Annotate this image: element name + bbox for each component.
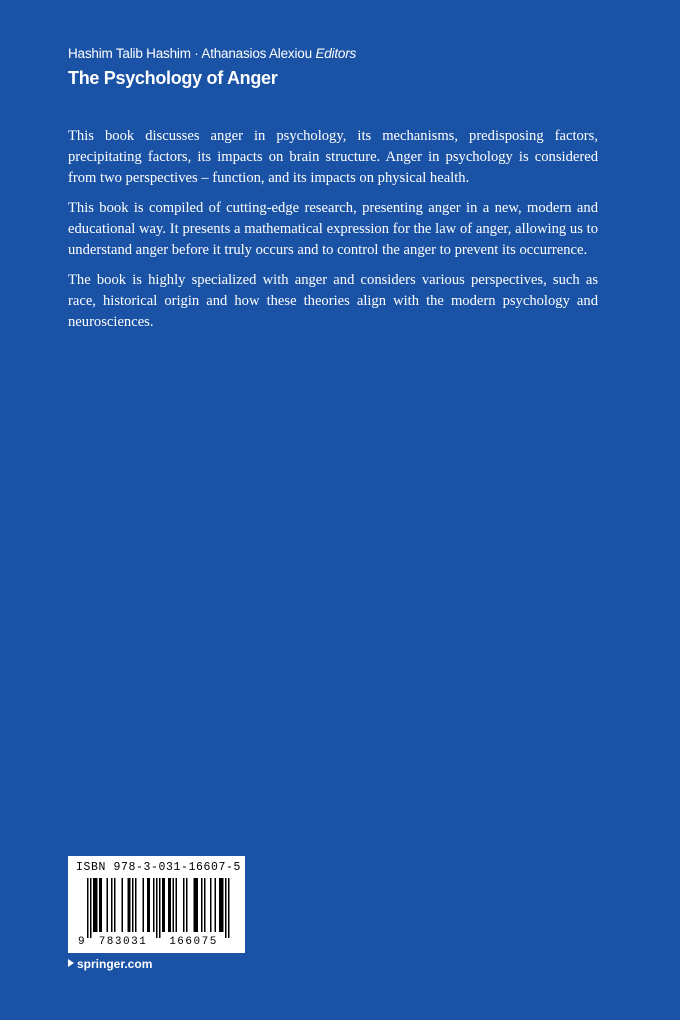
barcode-bar xyxy=(176,878,178,932)
barcode-bar xyxy=(132,878,134,932)
barcode-bar xyxy=(111,878,113,932)
book-description xyxy=(68,126,598,342)
barcode-bar xyxy=(101,878,103,932)
barcode-digits-right: 166075 xyxy=(169,936,218,946)
barcode-bar xyxy=(114,878,116,932)
barcode-bar xyxy=(219,878,221,932)
triangle-right-icon xyxy=(68,959,74,967)
barcode-bar xyxy=(164,878,166,932)
barcode-bar xyxy=(225,878,227,938)
barcode-bar xyxy=(186,878,188,932)
editors-line xyxy=(68,46,356,61)
barcode-bar xyxy=(194,878,196,932)
barcode-bar xyxy=(156,878,158,938)
barcode-bar xyxy=(135,878,137,932)
barcode-bar xyxy=(90,878,92,938)
barcode-bar xyxy=(173,878,175,932)
barcode-bar xyxy=(204,878,206,932)
barcode-bar xyxy=(210,878,212,932)
barcode-bar xyxy=(215,878,217,932)
barcode-bar xyxy=(162,878,164,932)
barcode-bar xyxy=(96,878,98,932)
barcode-bar xyxy=(147,878,149,932)
barcode-digit-first: 9 xyxy=(78,936,87,946)
barcode-bar xyxy=(183,878,185,932)
book-title: The Psychology of Anger xyxy=(68,68,278,88)
barcode-digits-left: 783031 xyxy=(98,936,148,946)
barcode-bar xyxy=(195,878,197,932)
barcode-bar xyxy=(153,878,155,932)
barcode-bar xyxy=(99,878,101,932)
description-paragraph: The book is highly specialized with anger and considers various perspectives, such as race, historical origin and how these theories align with the modern psychology and neurosciences. xyxy=(68,272,598,330)
barcode-bar xyxy=(129,878,131,932)
barcode-bar xyxy=(143,878,145,932)
isbn-label: ISBN 978-3-031-16607-5 xyxy=(76,861,242,874)
barcode-bar xyxy=(170,878,172,932)
barcode-bar xyxy=(128,878,130,932)
barcode-bar xyxy=(107,878,109,932)
barcode-bar xyxy=(168,878,170,932)
description-paragraph: This book discusses anger in psychology, its mechanisms, predisposing factors, precipitating factors, its impacts on brain structure. Anger in psychology is considered from two perspectives – function, and its impacts on physical health. xyxy=(68,128,598,186)
editors-role: Editors xyxy=(315,46,357,61)
barcode-graphic xyxy=(76,878,237,946)
description-paragraph: This book is compiled of cutting-edge research, presenting anger in a new, modern and educational way. It presents a mathematical expression for the law of anger, allowing us to understand anger before it truly occurs and to control the anger to prevent its occurrence. xyxy=(68,200,598,258)
isbn-barcode xyxy=(68,856,245,953)
barcode-bar xyxy=(122,878,124,932)
barcode-bar xyxy=(93,878,95,932)
barcode-bar xyxy=(87,878,89,938)
barcode-bar xyxy=(149,878,151,932)
barcode-bar xyxy=(222,878,224,932)
publisher-url[interactable]: springer.com xyxy=(77,957,153,971)
barcode-bar xyxy=(228,878,230,938)
editors-names: Hashim Talib Hashim · Athanasios Alexiou xyxy=(68,46,312,61)
barcode-bar xyxy=(201,878,203,932)
barcode-bar xyxy=(197,878,199,932)
barcode-bar xyxy=(95,878,97,932)
barcode-bar xyxy=(159,878,161,938)
barcode-bar xyxy=(221,878,223,932)
publisher-link[interactable] xyxy=(68,957,152,971)
